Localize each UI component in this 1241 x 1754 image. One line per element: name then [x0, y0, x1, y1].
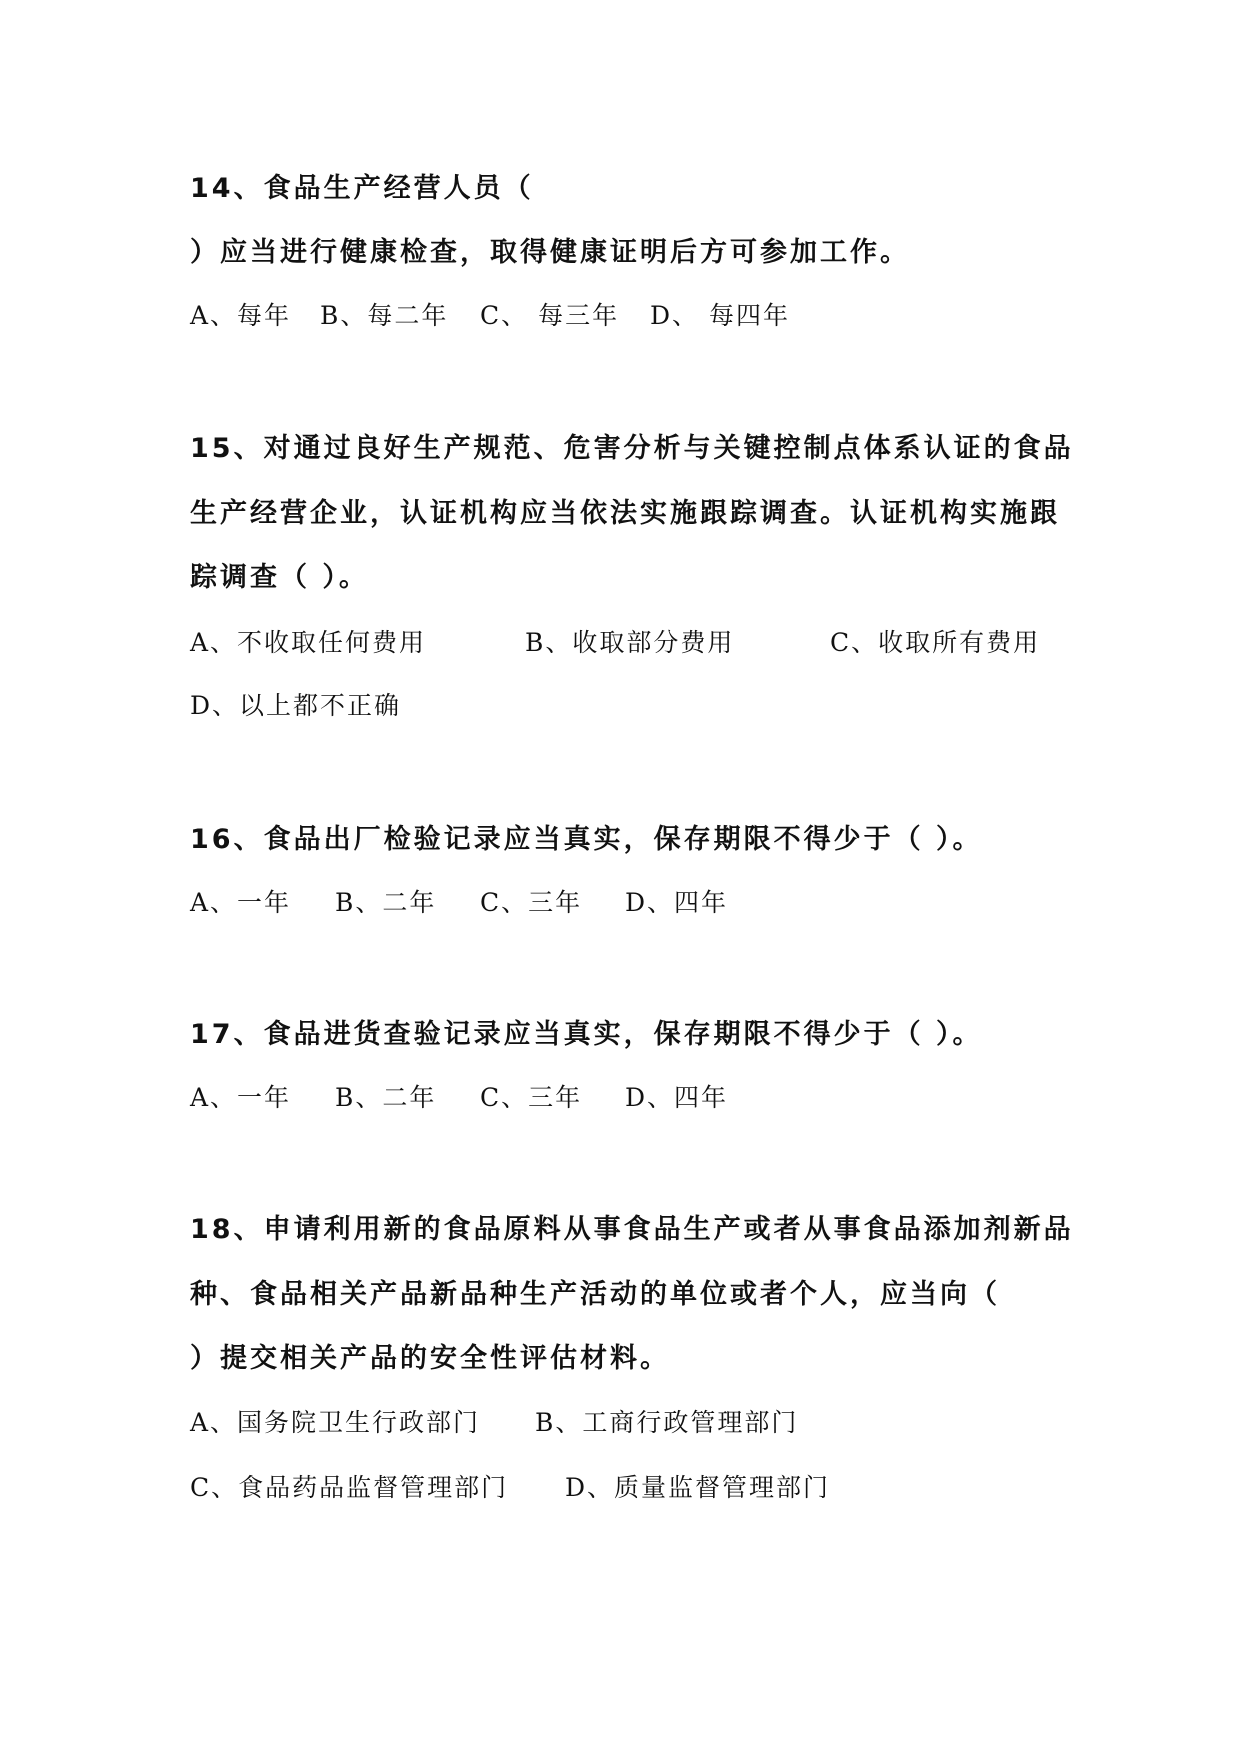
question-16-line-1: 16、食品出厂检验记录应当真实，保存期限不得少于（ ）。 — [190, 824, 983, 855]
option-a: A、国务院卫生行政部门 — [190, 1408, 481, 1437]
question-15-line-3: 踪调查（ ）。 — [190, 562, 369, 593]
option-d: D、质量监督管理部门 — [565, 1473, 831, 1502]
question-18-line-1: 18、申请利用新的食品原料从事食品生产或者从事食品添加剂新品 — [190, 1214, 1074, 1245]
option-c: C、食品药品监督管理部门 — [190, 1473, 509, 1502]
option-c: C、三年 — [480, 888, 583, 917]
option-a: A、不收取任何费用 — [190, 628, 427, 657]
option-d: D、四年 — [625, 888, 729, 917]
question-15-line-2: 生产经营企业，认证机构应当依法实施跟踪调查。认证机构实施跟 — [190, 498, 1060, 529]
option-b: B、每二年 — [320, 301, 449, 330]
question-14-line-1: 14、食品生产经营人员（ — [190, 173, 534, 204]
option-a: A、一年 — [190, 888, 292, 917]
option-b: B、二年 — [335, 888, 437, 917]
option-c: C、三年 — [480, 1083, 583, 1112]
option-d: D、以上都不正确 — [190, 691, 402, 720]
question-18-line-3: ）提交相关产品的安全性评估材料。 — [190, 1343, 670, 1374]
option-b: B、收取部分费用 — [525, 628, 735, 657]
option-a: A、一年 — [190, 1083, 292, 1112]
option-a: A、每年 — [190, 301, 292, 330]
option-b: B、二年 — [335, 1083, 437, 1112]
question-14-line-2: ）应当进行健康检查，取得健康证明后方可参加工作。 — [190, 237, 910, 268]
option-d: D、四年 — [625, 1083, 729, 1112]
option-b: B、工商行政管理部门 — [535, 1408, 799, 1437]
option-c: C、 每三年 — [480, 301, 620, 330]
question-17-line-1: 17、食品进货查验记录应当真实，保存期限不得少于（ ）。 — [190, 1019, 983, 1050]
question-18-line-2: 种、食品相关产品新品种生产活动的单位或者个人，应当向（ — [190, 1279, 1000, 1310]
option-d: D、 每四年 — [650, 301, 790, 330]
option-c: C、收取所有费用 — [830, 628, 1041, 657]
question-15-line-1: 15、对通过良好生产规范、危害分析与关键控制点体系认证的食品 — [190, 433, 1074, 464]
